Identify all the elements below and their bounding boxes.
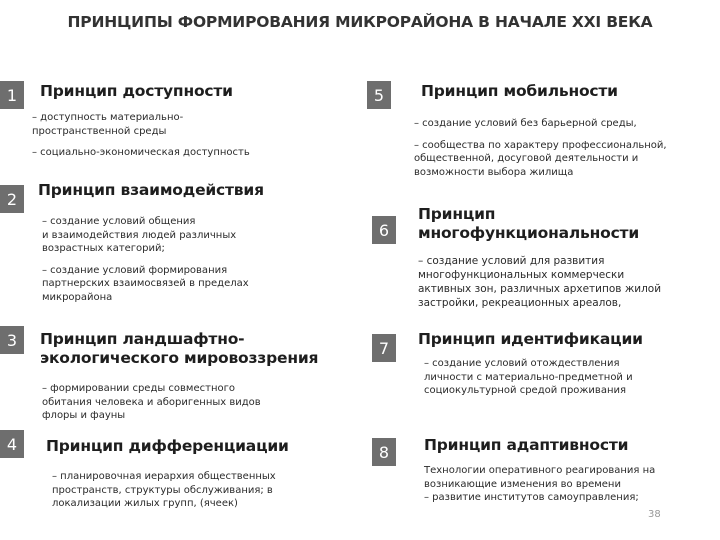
section-description [42,382,261,423]
description-line: – доступность материально- [32,112,184,123]
description-line: – развитие институтов самоуправления; [424,492,639,503]
description-line: партнерских взаимосвязей в пределах [42,278,249,289]
section-title-line: Принцип идентификации [418,330,643,348]
description-line: локализации жилых групп, (ячеек) [52,498,238,509]
section-description [424,357,633,398]
description-line: – создание условий для развития [418,255,605,267]
description-paragraph [414,139,667,180]
description-line: – социально-экономическая доступность [32,147,250,158]
section-title [38,181,264,200]
section-description [42,215,249,304]
description-line: личности с материально-предметной и [424,371,633,383]
page-title: ПРИНЦИПЫ ФОРМИРОВАНИЯ МИКРОРАЙОНА В НАЧАЛЕ XXI ВЕКА [67,13,653,31]
section-description [418,254,661,310]
section-title-line: Принцип взаимодействия [38,181,264,199]
description-paragraph [42,264,249,305]
description-line: – сообщества по характеру профессиональной, [414,139,667,151]
description-line: обитания человека и аборигенных видов [42,396,261,408]
section-number-badge: 4 [0,430,24,458]
section-description [32,111,250,160]
section-title [418,205,639,243]
description-line: флоры и фауны [42,410,126,421]
section-description [414,117,667,179]
description-line: возможности выбора жилища [414,166,574,178]
section-number-badge: 1 [0,81,24,109]
page-number: 38 [648,509,661,520]
section-title [418,330,643,349]
section-title [424,436,628,455]
description-paragraph [42,382,261,423]
section-title-line: Принцип мобильности [421,82,618,100]
description-line: многофункциональных коммерчески [418,269,625,281]
section-title [46,437,289,456]
section-title [421,82,618,101]
section-number-badge: 6 [372,216,396,244]
section-title-line: Принцип [418,205,496,223]
description-line: Технологии оперативного реагирования на [424,465,656,476]
section-number-badge: 8 [372,438,396,466]
section-title-line: экологического мировоззрения [40,349,319,367]
section-title-line: многофункциональности [418,224,639,242]
description-paragraph [418,254,661,310]
description-line: – создание условий отождествления [424,358,620,369]
description-line: возрастных категорий; [42,243,165,254]
section-number-badge: 5 [367,81,391,109]
description-line: общественной, досуговой деятельности и [414,153,639,164]
description-line: возникающие изменения во времени [424,478,621,490]
description-line: – создание условий без барьерной среды, [414,118,637,129]
section-title [40,82,233,101]
description-paragraph [424,464,655,505]
description-paragraph [52,470,276,511]
description-line: застройки, рекреационных ареалов, [418,297,622,309]
description-paragraph [424,357,633,398]
description-line: – создание условий общения [42,216,196,227]
description-paragraph [414,117,667,131]
description-line: – формировании среды совместного [42,383,235,394]
section-number-badge: 3 [0,326,24,354]
section-number-badge: 2 [0,185,24,213]
description-line: пространств, структуры обслуживания; в [52,484,273,496]
description-line: – планировочная иерархия общественных [52,471,276,482]
section-description [52,470,276,511]
description-line: – создание условий формирования [42,264,228,276]
description-paragraph [32,146,250,160]
section-number-badge: 7 [372,334,396,362]
description-paragraph [32,111,250,138]
section-title-line: Принцип дифференциации [46,437,289,455]
description-line: активных зон, различных архетипов жилой [418,283,662,295]
section-description [424,464,655,505]
description-line: пространственной среды [32,125,167,137]
section-title-line: Принцип ландшафтно- [40,330,245,348]
description-line: социокультурной средой проживания [424,385,627,396]
section-title-line: Принцип адаптивности [424,436,629,454]
description-paragraph [42,215,249,256]
description-line: и взаимодействия людей различных [42,229,237,241]
section-title-line: Принцип доступности [40,82,233,100]
description-line: микрорайона [42,291,113,303]
section-title [40,330,318,368]
